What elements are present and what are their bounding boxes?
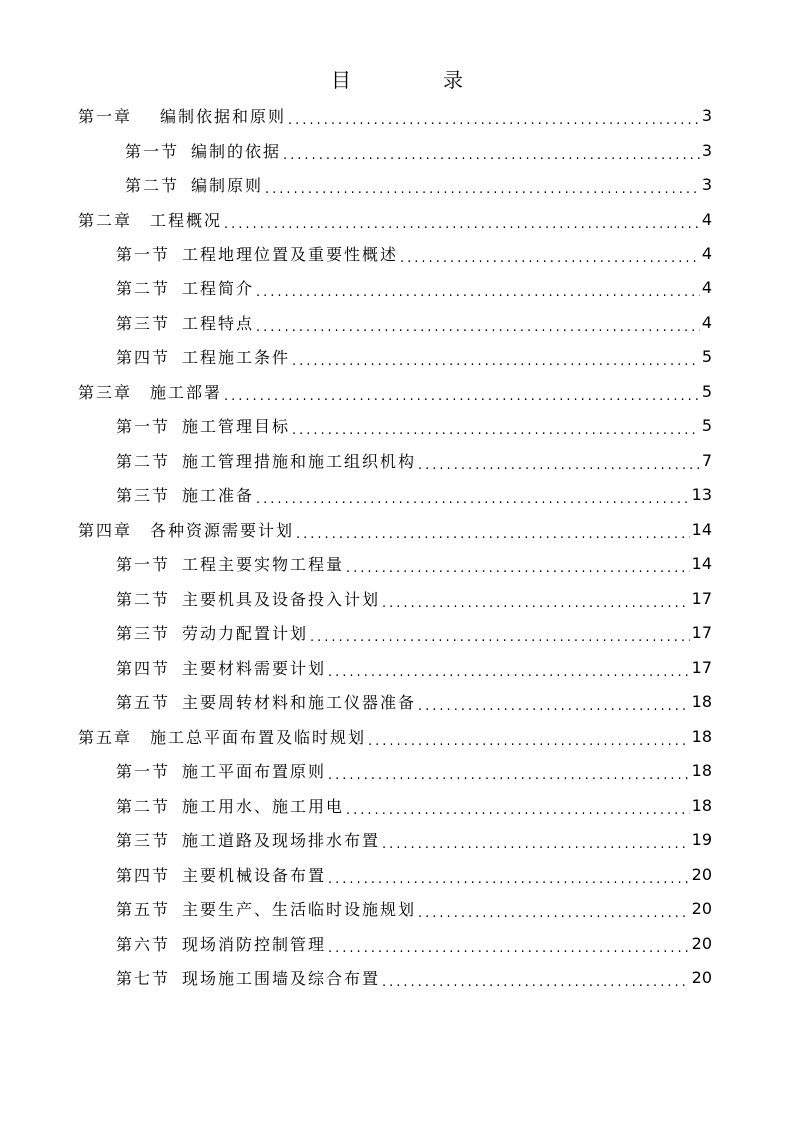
entry-title: 工程主要实物工程量 — [182, 554, 345, 574]
entry-page: 18 — [691, 795, 712, 815]
entry-number: 第七节 — [116, 968, 171, 988]
entry-title: 各种资源需要计划 — [150, 520, 295, 540]
entry-page: 18 — [691, 726, 712, 746]
entry-number: 第一节 — [116, 761, 171, 781]
entry-page: 17 — [691, 622, 712, 642]
dot-leader — [256, 489, 690, 511]
dot-leader — [328, 938, 690, 960]
entry-page: 3 — [701, 174, 712, 194]
entry-number: 第一节 — [116, 554, 171, 574]
entry-title: 主要材料需要计划 — [182, 658, 327, 678]
entry-page: 4 — [701, 209, 712, 229]
entry-number: 第五章 — [78, 727, 133, 747]
entry-title: 施工管理目标 — [182, 416, 291, 436]
dot-leader — [256, 282, 700, 304]
entry-title: 主要周转材料和施工仪器准备 — [182, 692, 417, 712]
entry-title: 主要生产、生活临时设施规划 — [182, 899, 417, 919]
entry-title: 工程概况 — [150, 210, 223, 230]
toc-title-part2: 录 — [443, 68, 463, 92]
entry-page: 3 — [701, 105, 712, 125]
entry-number: 第二节 — [116, 278, 171, 298]
entry-number: 第五节 — [116, 899, 171, 919]
toc-section[interactable] — [116, 891, 712, 925]
toc-section[interactable] — [116, 581, 712, 615]
entry-title: 工程特点 — [182, 313, 255, 333]
toc-section[interactable] — [116, 753, 712, 787]
entry-number: 第三节 — [116, 313, 171, 333]
entry-page: 14 — [691, 519, 712, 539]
dot-leader — [224, 214, 700, 236]
dot-leader — [328, 869, 690, 891]
toc-section[interactable] — [116, 339, 712, 373]
entry-title: 施工准备 — [182, 485, 255, 505]
entry-page: 18 — [691, 691, 712, 711]
toc-chapter-5[interactable] — [78, 719, 712, 753]
toc-section[interactable] — [116, 305, 712, 339]
entry-number: 第四节 — [116, 865, 171, 885]
entry-page: 3 — [701, 140, 712, 160]
dot-leader — [418, 696, 690, 718]
toc-section[interactable] — [116, 684, 712, 718]
entry-number: 第三节 — [116, 830, 171, 850]
entry-number: 第一节 — [116, 416, 171, 436]
entry-page: 17 — [691, 657, 712, 677]
toc-title — [0, 64, 794, 93]
toc-chapter-1[interactable] — [78, 98, 712, 132]
entry-page: 7 — [701, 450, 712, 470]
dot-leader — [296, 524, 690, 546]
toc-section[interactable] — [125, 133, 712, 167]
entry-title: 施工用水、施工用电 — [182, 796, 345, 816]
entry-page: 18 — [691, 760, 712, 780]
entry-number: 第二节 — [116, 589, 171, 609]
dot-leader — [256, 317, 700, 339]
entry-page: 4 — [701, 312, 712, 332]
dot-leader — [283, 145, 700, 167]
dot-leader — [328, 662, 690, 684]
entry-number: 第二节 — [116, 451, 171, 471]
toc-section[interactable] — [116, 236, 712, 270]
entry-page: 5 — [701, 346, 712, 366]
entry-page: 17 — [691, 588, 712, 608]
dot-leader — [368, 731, 690, 753]
dot-leader — [265, 179, 700, 201]
dot-leader — [224, 386, 700, 408]
toc-section[interactable] — [116, 960, 712, 994]
entry-page: 14 — [691, 553, 712, 573]
entry-number: 第六节 — [116, 934, 171, 954]
entry-number: 第一节 — [125, 141, 180, 161]
entry-number: 第一节 — [116, 244, 171, 264]
entry-number: 第四节 — [116, 347, 171, 367]
entry-title: 工程施工条件 — [182, 347, 291, 367]
dot-leader — [382, 834, 690, 856]
entry-number: 第三章 — [78, 382, 133, 402]
entry-number: 第二节 — [116, 796, 171, 816]
entry-number: 第二章 — [78, 210, 133, 230]
entry-page: 20 — [691, 933, 712, 953]
toc-section[interactable] — [116, 926, 712, 960]
entry-page: 4 — [701, 277, 712, 297]
entry-number: 第三节 — [116, 623, 171, 643]
toc-section[interactable] — [116, 788, 712, 822]
entry-number: 第三节 — [116, 485, 171, 505]
toc-chapter-2[interactable] — [78, 202, 712, 236]
toc-section[interactable] — [116, 822, 712, 856]
toc-section[interactable] — [116, 857, 712, 891]
entry-title: 现场消防控制管理 — [182, 934, 327, 954]
dot-leader — [288, 110, 700, 132]
toc-chapter-3[interactable] — [78, 374, 712, 408]
entry-page: 13 — [691, 484, 712, 504]
toc-title-part1: 目 — [331, 68, 351, 92]
toc-section[interactable] — [116, 546, 712, 580]
dot-leader — [418, 455, 700, 477]
entry-title: 编制依据和原则 — [160, 106, 287, 126]
entry-title: 现场施工围墙及综合布置 — [182, 968, 381, 988]
entry-page: 5 — [701, 381, 712, 401]
entry-number: 第四章 — [78, 520, 133, 540]
toc-section[interactable] — [125, 167, 712, 201]
dot-leader — [400, 248, 700, 270]
toc-section[interactable] — [116, 650, 712, 684]
entry-title: 主要机具及设备投入计划 — [182, 589, 381, 609]
dot-leader — [292, 351, 700, 373]
entry-title: 施工平面布置原则 — [182, 761, 327, 781]
entry-page: 20 — [691, 898, 712, 918]
entry-title: 施工道路及现场排水布置 — [182, 830, 381, 850]
toc-section[interactable] — [116, 408, 712, 442]
toc-section[interactable] — [116, 615, 712, 649]
entry-page: 4 — [701, 243, 712, 263]
dot-leader — [346, 800, 690, 822]
entry-title: 主要机械设备布置 — [182, 865, 327, 885]
entry-title: 工程简介 — [182, 278, 255, 298]
entry-page: 19 — [691, 829, 712, 849]
entry-title: 工程地理位置及重要性概述 — [182, 244, 399, 264]
toc-section[interactable] — [116, 270, 712, 304]
dot-leader — [310, 627, 690, 649]
toc-chapter-4[interactable] — [78, 512, 712, 546]
entry-number: 第五节 — [116, 692, 171, 712]
dot-leader — [418, 903, 690, 925]
toc-section[interactable] — [116, 477, 712, 511]
entry-number: 第一章 — [78, 106, 133, 126]
dot-leader — [346, 558, 690, 580]
entry-title: 劳动力配置计划 — [182, 623, 309, 643]
entry-page: 20 — [691, 864, 712, 884]
entry-page: 20 — [691, 967, 712, 987]
dot-leader — [382, 972, 690, 994]
dot-leader — [382, 593, 690, 615]
toc-section[interactable] — [116, 443, 712, 477]
dot-leader — [328, 765, 690, 787]
entry-page: 5 — [701, 415, 712, 435]
entry-number: 第四节 — [116, 658, 171, 678]
entry-number: 第二节 — [125, 175, 180, 195]
entry-title: 施工管理措施和施工组织机构 — [182, 451, 417, 471]
entry-title: 施工总平面布置及临时规划 — [150, 727, 367, 747]
dot-leader — [292, 420, 700, 442]
entry-title: 编制原则 — [191, 175, 264, 195]
entry-title: 施工部署 — [150, 382, 223, 402]
entry-title: 编制的依据 — [191, 141, 282, 161]
